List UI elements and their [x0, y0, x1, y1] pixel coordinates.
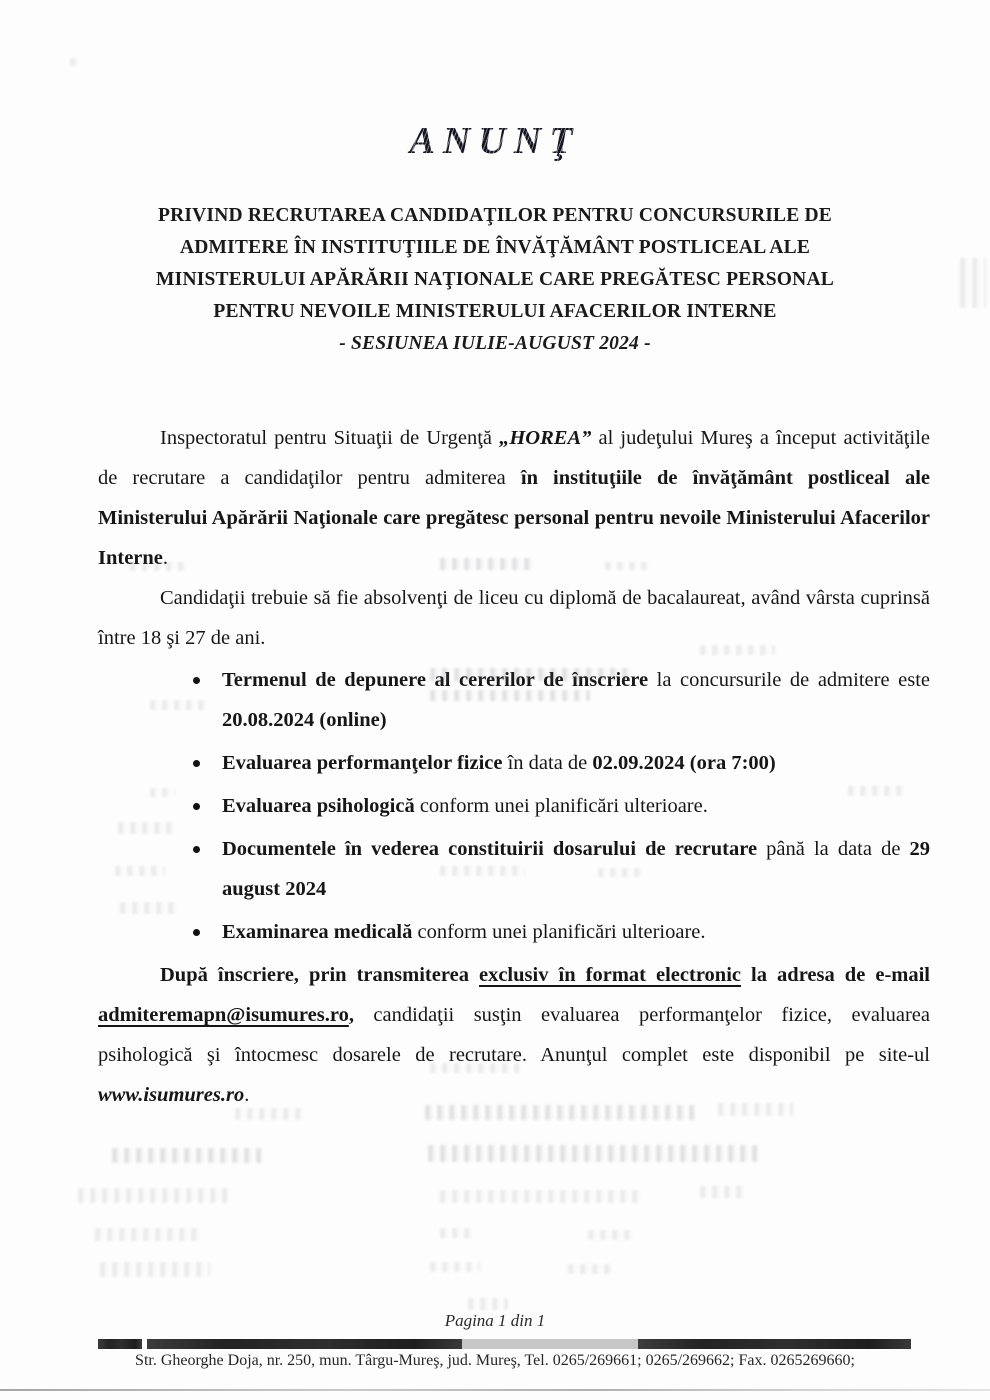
- scan-edge-line: [0, 1389, 990, 1391]
- bleed-through-artifact: [430, 1262, 480, 1272]
- bleed-through-artifact: [100, 1262, 210, 1277]
- text-segment: După înscriere, prin transmiterea: [160, 964, 479, 986]
- admission-step-item: [98, 660, 930, 740]
- bleed-through-artifact: [440, 1228, 475, 1238]
- admission-step-item: [98, 743, 930, 783]
- bleed-through-artifact: [78, 1188, 228, 1203]
- heading-line-3: MINISTERULUI APĂRĂRII NAŢIONALE CARE PREGĂTESC PERSONAL: [156, 269, 834, 290]
- page-number-label: Pagina 1 din 1: [444, 1311, 546, 1330]
- text-segment: .: [244, 1084, 250, 1106]
- heading-line-4: PENTRU NEVOILE MINISTERULUI AFACERILOR INTERNE: [213, 301, 777, 322]
- text-segment: până la data de: [757, 838, 910, 860]
- footer-rule-segment: [638, 1339, 911, 1349]
- bleed-through-artifact: [588, 1230, 633, 1240]
- paragraph-closing: [98, 955, 930, 1115]
- footer-rule: [98, 1339, 911, 1349]
- text-segment: 02.09.2024 (ora 7:00): [592, 752, 776, 774]
- text-segment: candidaţii susţin evaluarea performanţelor fizice, evaluarea psihologică şi întocmesc dosarele de recrutare. Anunţul complet este disponibil pe site-ul: [98, 1004, 930, 1066]
- text-segment: conform unei planificări ulterioare.: [412, 921, 706, 943]
- text-segment: Inspectoratul pentru Situaţii de Urgenţă: [160, 427, 500, 449]
- footer-rule-segment: [147, 1339, 462, 1349]
- text-segment: admiteremapn@isumures.ro: [98, 1004, 349, 1026]
- paragraph-eligibility: [98, 578, 930, 658]
- bleed-through-artifact: [428, 1145, 758, 1162]
- text-segment: „HOREA”: [499, 427, 592, 449]
- heading-session-line: - SESIUNEA IULIE-AUGUST 2024 -: [339, 333, 651, 354]
- text-segment: Documentele în vederea constituirii dosarului de recrutare: [222, 838, 758, 860]
- scan-speck: [70, 58, 82, 66]
- bleed-through-artifact: [568, 1264, 613, 1274]
- footer-address: Str. Gheorghe Doja, nr. 250, mun. Târgu-Mureş, jud. Mureş, Tel. 0265/269661; 0265/269662; Fax. 0265269660;: [135, 1352, 855, 1369]
- admission-step-item: [98, 912, 930, 952]
- bleed-through-artifact: [95, 1228, 200, 1241]
- text-segment: ,: [348, 1004, 354, 1026]
- text-segment: 29 august 2024: [222, 838, 931, 900]
- text-segment: Evaluarea psihologică: [222, 795, 415, 817]
- text-segment: .: [162, 547, 169, 569]
- bleed-through-artifact: [112, 1148, 262, 1163]
- text-segment: la concursurile de admitere este: [648, 669, 930, 691]
- text-segment: la adresa de e-mail: [741, 964, 930, 986]
- text-segment: conform unei planificări ulterioare.: [414, 795, 708, 817]
- document-title: ANUNŢ: [0, 118, 990, 164]
- admission-step-item: [98, 786, 930, 826]
- paragraph-intro: [98, 418, 930, 578]
- heading-line-1: PRIVIND RECRUTAREA CANDIDAŢILOR PENTRU CONCURSURILE DE: [157, 205, 833, 226]
- text-segment: Examinarea medicală: [222, 921, 413, 943]
- text-segment: în data de: [502, 752, 593, 774]
- text-segment: 20.08.2024 (online): [222, 709, 387, 731]
- text-segment: în instituţiile de învăţământ postliceal ale Ministerului Apărării Naţionale care pregătesc personal pentru nevoile Ministerului Afacerilor Interne: [98, 467, 930, 569]
- document-body: [98, 418, 930, 1115]
- admission-step-item: [98, 829, 930, 909]
- text-segment: exclusiv în format electronic: [478, 964, 742, 986]
- text-segment: Termenul de depunere al cererilor de înscriere: [222, 669, 649, 691]
- text-segment: www.isumures.ro: [98, 1084, 245, 1106]
- bleed-through-artifact: [468, 1298, 508, 1310]
- text-segment: Evaluarea performanţelor fizice: [222, 752, 503, 774]
- document-heading: [65, 200, 925, 360]
- text-segment: Candidaţii trebuie să fie absolvenţi de liceu cu diplomă de bacalaureat, având vârsta cuprinsă între 18 şi 27 de ani.: [98, 587, 930, 649]
- text-segment: al judeţului Mureş a început activităţile de recrutare a candidaţilor pentru admiterea: [98, 427, 930, 489]
- footer-rule-segment: [98, 1339, 142, 1349]
- scan-speck: [960, 258, 986, 308]
- footer-rule-segment: [462, 1339, 638, 1349]
- admission-steps-list: [98, 660, 930, 952]
- heading-line-2: ADMITERE ÎN INSTITUŢIILE DE ÎNVĂŢĂMÂNT POSTLICEAL ALE: [179, 237, 811, 258]
- bleed-through-artifact: [700, 1186, 745, 1198]
- bleed-through-artifact: [440, 1190, 640, 1203]
